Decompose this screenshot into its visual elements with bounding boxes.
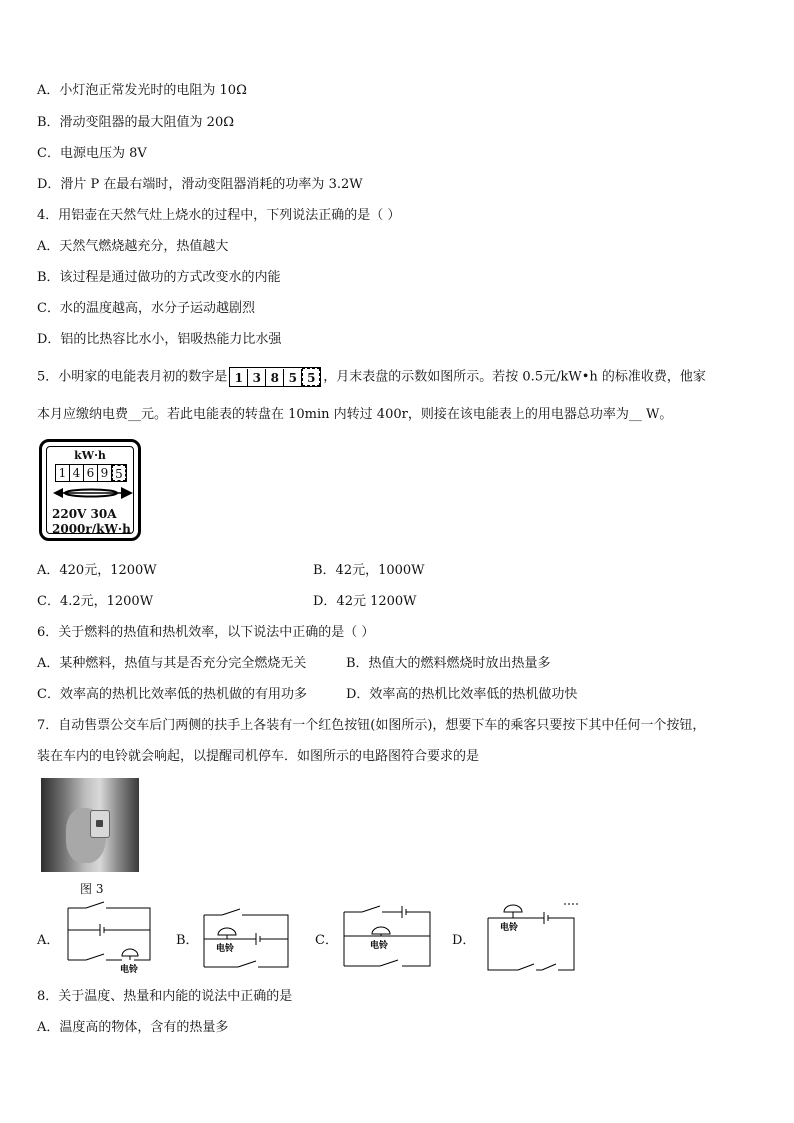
bell-label: 电铃	[370, 941, 389, 951]
q7-option-d-label: D．	[452, 933, 476, 948]
q5-stem-line2: 本月应缴纳电费__元。若此电能表的转盘在 10min 内转过 400r，则接在该电能表上的用电器总功率为__ W。	[37, 407, 673, 422]
digit: 1	[230, 369, 248, 387]
q3-option-a: A．小灯泡正常发光时的电阻为 10Ω	[37, 83, 247, 98]
meter-spec-voltage: 220V 30A	[52, 507, 117, 521]
q3-option-d: D．滑片 P 在最右端时，滑动变阻器消耗的功率为 3.2W	[37, 177, 363, 192]
q7-option-b-label: B．	[176, 933, 199, 948]
q7-option-a-label: A．	[37, 933, 60, 948]
q6-stem: 6．关于燃料的热值和热机效率，以下说法中正确的是（ ）	[37, 625, 375, 640]
energy-meter-figure	[39, 439, 141, 541]
bell-label: 电铃	[500, 923, 519, 933]
meter-disc-arrow-icon	[51, 485, 135, 501]
q8-option-a: A．温度高的物体，含有的热量多	[37, 1020, 229, 1035]
q4-option-a: A．天然气燃烧越充分，热值越大	[37, 239, 229, 254]
meter-panel	[46, 446, 134, 534]
digit: 3	[248, 369, 266, 387]
q5-option-a: A．420元，1200W	[37, 563, 157, 578]
q3-option-c: C．电源电压为 8V	[37, 146, 147, 161]
q6-option-b: B．热值大的燃料燃烧时放出热量多	[346, 656, 551, 671]
q4-option-d: D．铝的比热容比水小，铝吸热能力比水强	[37, 332, 282, 347]
meter-unit: kW·h	[74, 449, 106, 462]
digit: 5	[302, 368, 320, 386]
circuit-c-diagram	[338, 902, 434, 970]
red-button-icon	[90, 810, 110, 838]
bell-label: 电铃	[216, 944, 235, 954]
circuit-b-diagram	[198, 905, 294, 973]
circuit-d-diagram	[484, 898, 582, 974]
q7-stem-line2: 装在车内的电铃就会响起，以提醒司机停车．如图所示的电路图符合要求的是	[37, 749, 480, 764]
q4-option-b: B．该过程是通过做功的方式改变水的内能	[37, 270, 281, 285]
bell-label: 电铃	[120, 965, 139, 974]
digit: 6	[84, 465, 98, 481]
q5-stem-line1	[37, 367, 706, 387]
bus-button-photo	[41, 778, 139, 872]
q5-initial-reading	[229, 367, 321, 387]
q6-option-c: C．效率高的热机比效率低的热机做的有用功多	[37, 687, 307, 702]
q6-option-d: D．效率高的热机比效率低的热机做功快	[346, 687, 578, 702]
digit: 9	[98, 465, 112, 481]
digit: 4	[70, 465, 84, 481]
digit: 5	[112, 465, 126, 481]
digit: 8	[266, 369, 284, 387]
q5-option-d: D．42元 1200W	[313, 594, 417, 609]
q4-option-c: C．水的温度越高，水分子运动越剧烈	[37, 301, 255, 316]
q5-stem-start: 5．小明家的电能表月初的数字是	[37, 369, 228, 385]
circuit-a-diagram	[60, 900, 156, 974]
digit: 5	[284, 369, 302, 387]
q5-option-b: B．42元，1000W	[313, 563, 425, 578]
q6-option-a: A．某种燃料，热值与其是否充分完全燃烧无关	[37, 656, 307, 671]
meter-digits	[55, 464, 127, 482]
q7-stem-line1: 7．自动售票公交车后门两侧的扶手上各装有一个红色按钮(如图所示)，想要下车的乘客只要按下其中任何一个按钮，	[37, 718, 706, 733]
q7-option-c-label: C．	[315, 933, 338, 948]
digit: 1	[56, 465, 70, 481]
q5-option-c: C．4.2元，1200W	[37, 594, 154, 609]
q5-stem-end: ，月末表盘的示数如图所示。若按 0.5元/kW•h 的标准收费，他家	[323, 369, 706, 385]
figure-caption: 图 3	[80, 882, 104, 896]
meter-spec-rate: 2000r/kW·h	[52, 522, 131, 536]
q8-stem: 8．关于温度、热量和内能的说法中正确的是	[37, 989, 293, 1004]
q4-stem: 4．用铝壶在天然气灶上烧水的过程中，下列说法正确的是（ ）	[37, 208, 401, 223]
q3-option-b: B．滑动变阻器的最大阻值为 20Ω	[37, 115, 235, 130]
